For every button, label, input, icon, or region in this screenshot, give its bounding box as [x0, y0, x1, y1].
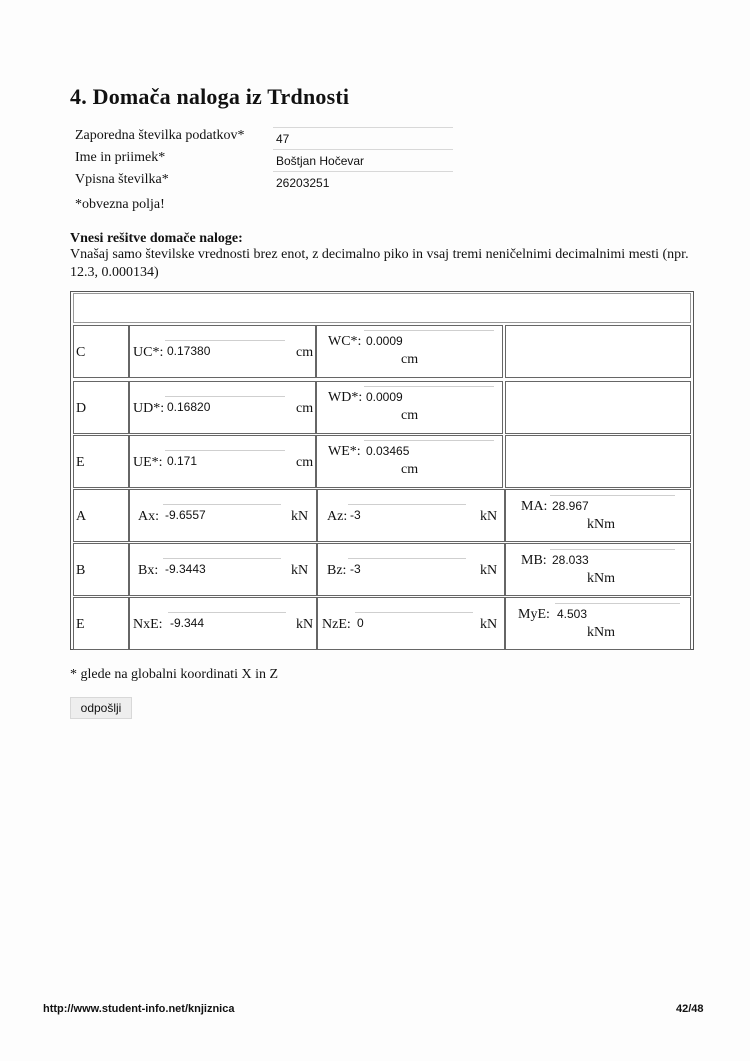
dataset-number-input[interactable]: 47	[273, 127, 453, 147]
field-label-name: Ime in priimek*	[75, 150, 166, 165]
instructions-text: Vnašaj samo številske vrednosti brez enot, z decimalno piko in vsaj tremi neničelnimi decimalnimi mesti (npr. 12.3, 0.000134)	[70, 247, 689, 280]
result-name: WD*:	[328, 390, 363, 405]
result-input[interactable]: -9.6557	[163, 504, 281, 522]
result-name: Az:	[327, 509, 348, 524]
result-input[interactable]: -9.344	[168, 612, 286, 630]
field-label-dataset-number: Zaporedna številka podatkov*	[75, 128, 245, 143]
result-unit: kN	[296, 617, 314, 632]
name-input[interactable]: Boštjan Hočevar	[273, 149, 453, 169]
result-name: UC*:	[133, 345, 164, 360]
field-label-student-id: Vpisna številka*	[75, 172, 169, 187]
result-name: Bz:	[327, 563, 347, 578]
footer-url: http://www.student-info.net/knjiznica	[43, 1003, 235, 1015]
result-input[interactable]: 0.16820	[165, 396, 285, 414]
result-unit: kNm	[587, 625, 615, 640]
result-name: WC*:	[328, 334, 362, 349]
result-unit: cm	[296, 401, 314, 416]
result-name: MA:	[521, 499, 548, 514]
result-unit: cm	[401, 408, 419, 423]
result-name: NzE:	[322, 617, 351, 632]
result-cell	[505, 381, 691, 434]
result-unit: kN	[480, 563, 498, 578]
result-input[interactable]: 0.03465	[364, 440, 494, 458]
result-input[interactable]: 0	[355, 612, 473, 630]
result-unit: cm	[296, 345, 314, 360]
result-name: NxE:	[133, 617, 163, 632]
result-input[interactable]: -3	[348, 558, 466, 576]
result-unit: kN	[291, 509, 309, 524]
result-cell	[505, 325, 691, 378]
result-unit: cm	[401, 352, 419, 367]
results-header-row	[73, 293, 691, 323]
result-input[interactable]: 28.033	[550, 549, 675, 567]
instructions-title: Vnesi rešitve domače naloge:	[70, 231, 243, 246]
row-label: A	[76, 509, 87, 524]
row-label: E	[76, 617, 85, 632]
result-unit: kNm	[587, 517, 615, 532]
required-note: *obvezna polja!	[75, 197, 165, 212]
page-title: 4. Domača naloga iz Trdnosti	[70, 84, 350, 109]
result-cell	[505, 435, 691, 488]
result-input[interactable]: -3	[348, 504, 466, 522]
result-input[interactable]: 28.967	[550, 495, 675, 513]
result-input[interactable]: 0.17380	[165, 340, 285, 358]
result-name: MyE:	[518, 607, 550, 622]
result-input[interactable]: 0.0009	[364, 330, 494, 348]
result-name: UE*:	[133, 455, 163, 470]
result-name: Ax:	[138, 509, 159, 524]
result-unit: kN	[480, 617, 498, 632]
submit-button[interactable]: odpošlji	[70, 697, 132, 719]
result-name: MB:	[521, 553, 547, 568]
row-label: B	[76, 563, 86, 578]
footer-page-number: 42/48	[676, 1003, 704, 1015]
result-name: UD*:	[133, 401, 165, 416]
result-name: Bx:	[138, 563, 159, 578]
result-input[interactable]: 4.503	[555, 603, 680, 621]
result-unit: kN	[291, 563, 309, 578]
result-input[interactable]: 0.171	[165, 450, 285, 468]
result-unit: kN	[480, 509, 498, 524]
result-unit: cm	[401, 462, 419, 477]
coordinate-note: * glede na globalni koordinati X in Z	[70, 667, 279, 682]
result-input[interactable]: 0.0009	[364, 386, 494, 404]
result-name: WE*:	[328, 444, 361, 459]
result-unit: kNm	[587, 571, 615, 586]
result-input[interactable]: -9.3443	[163, 558, 281, 576]
row-label: E	[76, 455, 85, 470]
student-id-input[interactable]: 26203251	[273, 171, 453, 191]
row-label: C	[76, 345, 86, 360]
row-label: D	[76, 401, 87, 416]
result-unit: cm	[296, 455, 314, 470]
